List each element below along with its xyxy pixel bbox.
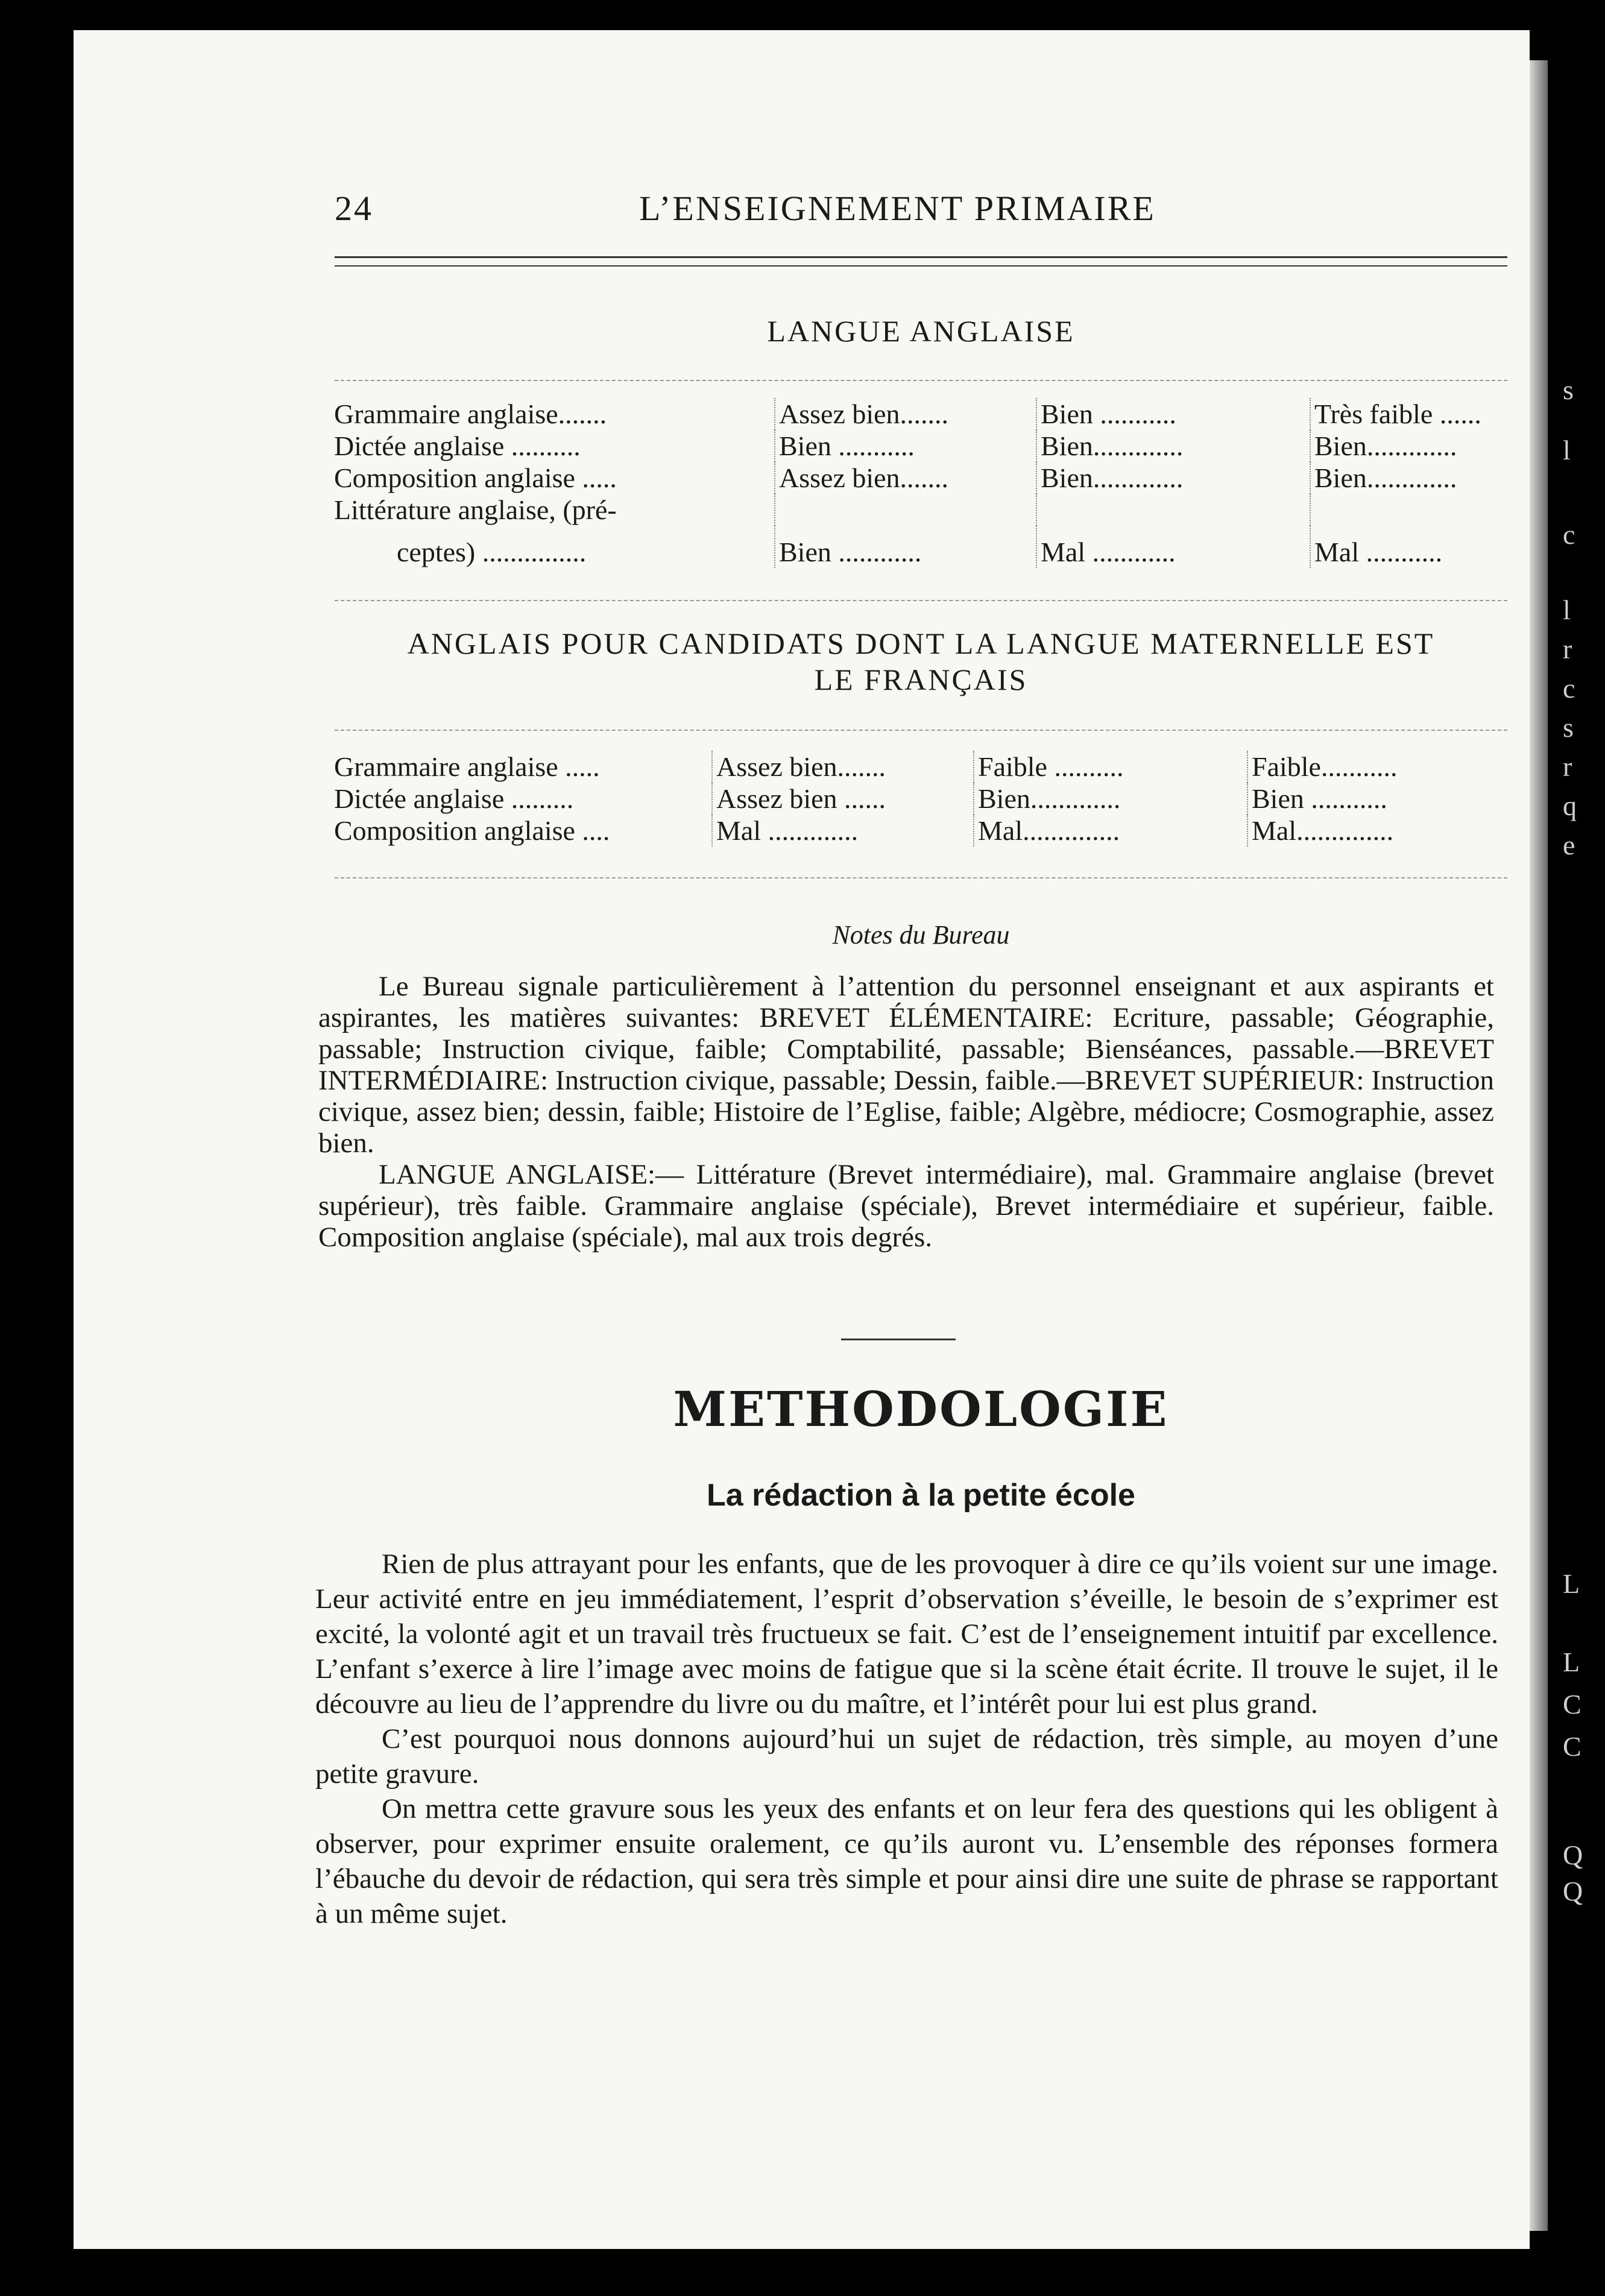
margin-fragment: r <box>1563 751 1572 782</box>
table-row <box>330 783 1505 815</box>
subject-cell: Composition anglaise .... <box>334 815 610 846</box>
grade-cell: Bien............. <box>1036 430 1310 462</box>
grade-cell: Mal ............. <box>712 815 974 847</box>
grade-cell: Mal ............ <box>1036 526 1310 568</box>
margin-fragment: l <box>1563 435 1571 465</box>
grade-cell: Mal.............. <box>974 815 1247 847</box>
table-row <box>330 526 1505 568</box>
margin-fragment: c <box>1563 519 1575 550</box>
margin-fragment: Q <box>1563 1876 1583 1906</box>
grade-cell: Bien............. <box>974 783 1247 815</box>
table-rule <box>335 877 1507 878</box>
notes-paragraph: Le Bureau signale particulièrement à l’attention du personnel enseignant et aux aspirants et aspirantes, les matières suivantes: BREVET ÉLÉMENTAIRE: Ecriture, passable; Géographie, passable; Instruction civique, faible; Comptabilité, passable; Bienséances, passable.—BREVET INTERMÉDIAIRE: Instruction civique, passable; Dessin, faible.—BREVET SUPÉRIEUR: Instruction civique, assez bien; dessin, faible; Histoire de l’Eglise, faible; Algèbre, médiocre; Cosmographie, assez bien. <box>318 971 1494 1159</box>
margin-fragment: l <box>1563 594 1571 625</box>
section-title: LANGUE ANGLAISE <box>767 314 1075 348</box>
margin-fragment: C <box>1563 1689 1581 1720</box>
margin-fragment: s <box>1563 712 1574 743</box>
article-paragraph: On mettra cette gravure sous les yeux des enfants et on leur fera des questions qui les obligent à observer, pour exprimer ensuite oralement, ce qu’ils auront vu. L’ensemble des réponses formera l’ébauche du devoir de rédaction, qui sera très simple et pour ainsi dire une suite de phrase se rapportant à un même sujet. <box>315 1793 1498 1929</box>
grade-cell: Bien ............ <box>775 526 1036 568</box>
notes-paragraph: LANGUE ANGLAISE:— Littérature (Brevet intermédiaire), mal. Grammaire anglaise (brevet supérieur), très faible. Grammaire anglaise (spéciale), Brevet intermédiaire et supérieur, faible. Composition anglaise (spéciale), mal aux trois degrés. <box>318 1159 1494 1253</box>
table-row <box>330 751 1505 783</box>
grade-cell: Mal.............. <box>1247 815 1505 847</box>
article-paragraph: Rien de plus attrayant pour les enfants, que de les provoquer à dire ce qu’ils voient sur une image. Leur activité entre en jeu immédiatement, l’esprit d’observation s’éveille, le besoin de s’exprimer est excité, la volonté agit et un travail très fructueux se fait. C’est de l’enseignement intuitif par excellence. L’enfant s’exerce à lire l’image avec moins de fatigue que si la scène était écrite. Il trouve le sujet, il le découvre au lieu de l’apprendre du livre ou du maître, et l’intérêt pour lui est plus grand. <box>315 1548 1498 1720</box>
subject-cell: Littérature anglaise, (pré- <box>334 494 617 525</box>
grade-cell <box>1310 494 1505 526</box>
article-title: La rédaction à la petite école <box>707 1478 1135 1513</box>
margin-fragment: L <box>1563 1647 1580 1677</box>
table-rule <box>335 730 1507 731</box>
margin-fragment: r <box>1563 634 1572 664</box>
grade-cell: Bien ........... <box>1247 783 1505 815</box>
subject-cell: Composition anglaise ..... <box>334 462 617 493</box>
grades-table <box>330 751 1505 847</box>
grade-cell: Bien ........... <box>1036 398 1310 430</box>
margin-fragment: L <box>1563 1568 1580 1599</box>
article-paragraph: C’est pourquoi nous donnons aujourd’hui un sujet de rédaction, très simple, au moyen d’une petite gravure. <box>315 1723 1498 1790</box>
notes-body <box>318 971 1494 1253</box>
grade-cell: Faible .......... <box>974 751 1247 783</box>
table-rule <box>335 380 1507 381</box>
table-row <box>330 430 1505 462</box>
grade-cell <box>775 494 1036 526</box>
grades-table <box>330 398 1505 568</box>
subject-cell: Grammaire anglaise....... <box>334 399 607 429</box>
notes-title: Notes du Bureau <box>832 920 1010 950</box>
header-rule <box>335 256 1507 258</box>
subject-cell: ceptes) ............... <box>397 537 587 567</box>
grade-cell: Faible........... <box>1247 751 1505 783</box>
margin-fragment: c <box>1563 673 1575 704</box>
table-row <box>330 398 1505 430</box>
next-page-fragments <box>1557 0 1605 2231</box>
grade-cell: Bien............. <box>1036 462 1310 494</box>
grade-cell: Bien ........... <box>775 430 1036 462</box>
table-row <box>330 815 1505 847</box>
page-edge-shadow <box>1530 60 1548 2231</box>
page-number: 24 <box>335 189 373 228</box>
table-rule <box>335 600 1507 601</box>
margin-fragment: e <box>1563 830 1575 860</box>
grade-cell: Assez bien....... <box>712 751 974 783</box>
subject-cell: Dictée anglaise .......... <box>334 430 581 461</box>
margin-fragment: s <box>1563 374 1574 405</box>
subject-cell: Dictée anglaise ......... <box>334 783 574 814</box>
running-header: L’ENSEIGNEMENT PRIMAIRE <box>639 189 1156 228</box>
grade-cell: Mal ........... <box>1310 526 1505 568</box>
grade-cell: Bien............. <box>1310 462 1505 494</box>
grade-cell: Assez bien....... <box>775 398 1036 430</box>
section-title: LE FRANÇAIS <box>814 663 1028 696</box>
grade-cell: Bien............. <box>1310 430 1505 462</box>
grade-cell: Très faible ...... <box>1310 398 1505 430</box>
margin-fragment: C <box>1563 1731 1581 1762</box>
margin-fragment: q <box>1563 790 1577 821</box>
grade-cell: Assez bien....... <box>775 462 1036 494</box>
subject-cell: Grammaire anglaise ..... <box>334 751 600 782</box>
header-rule <box>335 265 1507 266</box>
section-divider <box>841 1339 956 1340</box>
table-row <box>330 462 1505 494</box>
section-heading: METHODOLOGIE <box>673 1381 1169 1437</box>
article-body <box>315 1547 1498 1931</box>
grade-cell <box>1036 494 1310 526</box>
grade-cell: Assez bien ...... <box>712 783 974 815</box>
section-title: ANGLAIS POUR CANDIDATS DONT LA LANGUE MATERNELLE EST <box>407 626 1435 660</box>
table-row <box>330 494 1505 526</box>
margin-fragment: Q <box>1563 1840 1583 1870</box>
